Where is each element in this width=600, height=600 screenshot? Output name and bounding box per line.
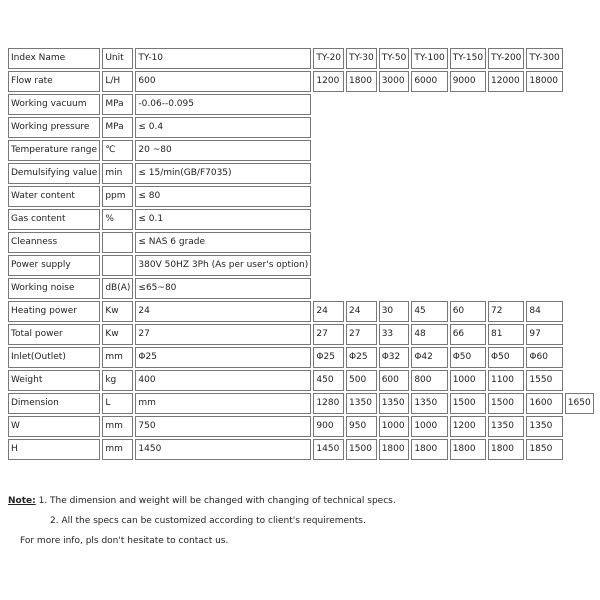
row-value: 48 xyxy=(411,324,447,345)
row-value: mm xyxy=(135,393,311,414)
row-unit: mm xyxy=(102,439,133,460)
row-unit: Kw xyxy=(102,301,133,322)
row-name: Temperature range xyxy=(8,140,100,161)
row-value: 1800 xyxy=(488,439,524,460)
row-value: 1000 xyxy=(450,370,486,391)
table-row xyxy=(8,393,594,414)
table-row xyxy=(8,94,594,115)
row-name: Heating power xyxy=(8,301,100,322)
header-model: TY-300 xyxy=(526,48,562,69)
row-name: Power supply xyxy=(8,255,100,276)
row-name: Working noise xyxy=(8,278,100,299)
note-line-1 xyxy=(8,495,396,515)
row-name: W xyxy=(8,416,100,437)
row-value: Φ25 xyxy=(313,347,344,368)
table-row xyxy=(8,255,594,276)
row-value: 45 xyxy=(411,301,447,322)
row-value: 24 xyxy=(313,301,344,322)
row-value: 6000 xyxy=(411,71,447,92)
table-row xyxy=(8,278,594,299)
row-value: 450 xyxy=(313,370,344,391)
notes-block xyxy=(8,495,396,555)
row-value: 1200 xyxy=(313,71,344,92)
row-value: 81 xyxy=(488,324,524,345)
table-row xyxy=(8,163,594,184)
row-value: 1350 xyxy=(346,393,377,414)
row-value: 72 xyxy=(488,301,524,322)
row-value: 1500 xyxy=(346,439,377,460)
table-row xyxy=(8,117,594,138)
row-value: 1350 xyxy=(526,416,562,437)
row-value: 1500 xyxy=(450,393,486,414)
row-value: 27 xyxy=(313,324,344,345)
table-row xyxy=(8,324,594,345)
row-value: 1100 xyxy=(488,370,524,391)
row-name: Inlet(Outlet) xyxy=(8,347,100,368)
table-row xyxy=(8,439,594,460)
row-value: ≤ 80 xyxy=(135,186,311,207)
header-model: TY-150 xyxy=(450,48,486,69)
row-name: Flow rate xyxy=(8,71,100,92)
row-value: Φ50 xyxy=(488,347,524,368)
row-value: ≤ 15/min(GB/F7035) xyxy=(135,163,311,184)
row-name: Water content xyxy=(8,186,100,207)
row-value: 27 xyxy=(346,324,377,345)
row-value: 1800 xyxy=(411,439,447,460)
row-value: 24 xyxy=(135,301,311,322)
row-name: H xyxy=(8,439,100,460)
row-value: 30 xyxy=(379,301,410,322)
row-name: Total power xyxy=(8,324,100,345)
row-value: 3000 xyxy=(379,71,410,92)
row-value: 1350 xyxy=(379,393,410,414)
row-value: 9000 xyxy=(450,71,486,92)
contact-line: For more info, pls don't hesitate to contact us. xyxy=(20,536,229,546)
row-value: 60 xyxy=(450,301,486,322)
row-value: -0.06--0.095 xyxy=(135,94,311,115)
row-unit: min xyxy=(102,163,133,184)
header-model: TY-100 xyxy=(411,48,447,69)
row-value: 12000 xyxy=(488,71,524,92)
row-value: ≤65~80 xyxy=(135,278,311,299)
row-value: Φ60 xyxy=(526,347,562,368)
row-value: 900 xyxy=(313,416,344,437)
table-row xyxy=(8,232,594,253)
row-value: 1600 xyxy=(526,393,562,414)
row-name: Working vacuum xyxy=(8,94,100,115)
row-value: 24 xyxy=(346,301,377,322)
row-name: Gas content xyxy=(8,209,100,230)
table-row xyxy=(8,209,594,230)
row-value: 20 ~80 xyxy=(135,140,311,161)
row-value: 1000 xyxy=(411,416,447,437)
row-value: 97 xyxy=(526,324,562,345)
row-value: ≤ 0.4 xyxy=(135,117,311,138)
row-unit: ℃ xyxy=(102,140,133,161)
row-unit: ppm xyxy=(102,186,133,207)
row-value: 1800 xyxy=(450,439,486,460)
row-name: Weight xyxy=(8,370,100,391)
table-row xyxy=(8,186,594,207)
table-row xyxy=(8,370,594,391)
row-name: Dimension xyxy=(8,393,100,414)
row-unit: dB(A) xyxy=(102,278,133,299)
table-row xyxy=(8,301,594,322)
row-unit: kg xyxy=(102,370,133,391)
row-value: 84 xyxy=(526,301,562,322)
note-line-2: 2. All the specs can be customized according to client's requirements. xyxy=(50,516,366,526)
note-text-1: 1. The dimension and weight will be changed with changing of technical specs. xyxy=(35,496,396,506)
row-name: Demulsifying value xyxy=(8,163,100,184)
table-row xyxy=(8,140,594,161)
row-value: 33 xyxy=(379,324,410,345)
header-index-name: Index Name xyxy=(8,48,100,69)
row-value: 1350 xyxy=(488,416,524,437)
row-value: 1450 xyxy=(313,439,344,460)
header-model: TY-10 xyxy=(135,48,311,69)
table-row xyxy=(8,347,594,368)
row-value: 950 xyxy=(346,416,377,437)
header-unit: Unit xyxy=(102,48,133,69)
row-value: 1650 xyxy=(565,393,594,414)
row-value: Φ50 xyxy=(450,347,486,368)
table-row xyxy=(8,416,594,437)
row-value: 600 xyxy=(135,71,311,92)
table-header-row xyxy=(8,48,594,69)
header-model: TY-30 xyxy=(346,48,377,69)
row-value: 1850 xyxy=(526,439,562,460)
row-unit: % xyxy=(102,209,133,230)
table-row xyxy=(8,71,594,92)
row-value: 1550 xyxy=(526,370,562,391)
row-value: 1450 xyxy=(135,439,311,460)
row-value: 1200 xyxy=(450,416,486,437)
row-value: 500 xyxy=(346,370,377,391)
row-value: 66 xyxy=(450,324,486,345)
row-name: Working pressure xyxy=(8,117,100,138)
row-value: 18000 xyxy=(526,71,562,92)
row-unit: mm xyxy=(102,347,133,368)
row-value: ≤ NAS 6 grade xyxy=(135,232,311,253)
row-value: Φ32 xyxy=(379,347,410,368)
row-value: Φ25 xyxy=(135,347,311,368)
row-value: 1280 xyxy=(313,393,344,414)
row-value: 1350 xyxy=(411,393,447,414)
row-unit: Kw xyxy=(102,324,133,345)
row-value: 750 xyxy=(135,416,311,437)
row-unit: L/H xyxy=(102,71,133,92)
header-model: TY-50 xyxy=(379,48,410,69)
row-value: 380V 50HZ 3Ph (As per user's option) xyxy=(135,255,311,276)
row-value: 1800 xyxy=(346,71,377,92)
row-unit xyxy=(102,255,133,276)
row-value: 400 xyxy=(135,370,311,391)
row-value: ≤ 0.1 xyxy=(135,209,311,230)
row-unit: MPa xyxy=(102,94,133,115)
row-unit: MPa xyxy=(102,117,133,138)
row-value: Φ25 xyxy=(346,347,377,368)
row-value: Φ42 xyxy=(411,347,447,368)
row-name: Cleanness xyxy=(8,232,100,253)
row-unit xyxy=(102,232,133,253)
row-value: 1800 xyxy=(379,439,410,460)
row-value: 27 xyxy=(135,324,311,345)
row-unit: mm xyxy=(102,416,133,437)
row-value: 1500 xyxy=(488,393,524,414)
spec-table xyxy=(6,46,596,462)
note-label: Note: xyxy=(8,496,36,506)
header-model: TY-20 xyxy=(313,48,344,69)
row-unit: L xyxy=(102,393,133,414)
row-value: 800 xyxy=(411,370,447,391)
row-value: 600 xyxy=(379,370,410,391)
row-value: 1000 xyxy=(379,416,410,437)
header-model: TY-200 xyxy=(488,48,524,69)
